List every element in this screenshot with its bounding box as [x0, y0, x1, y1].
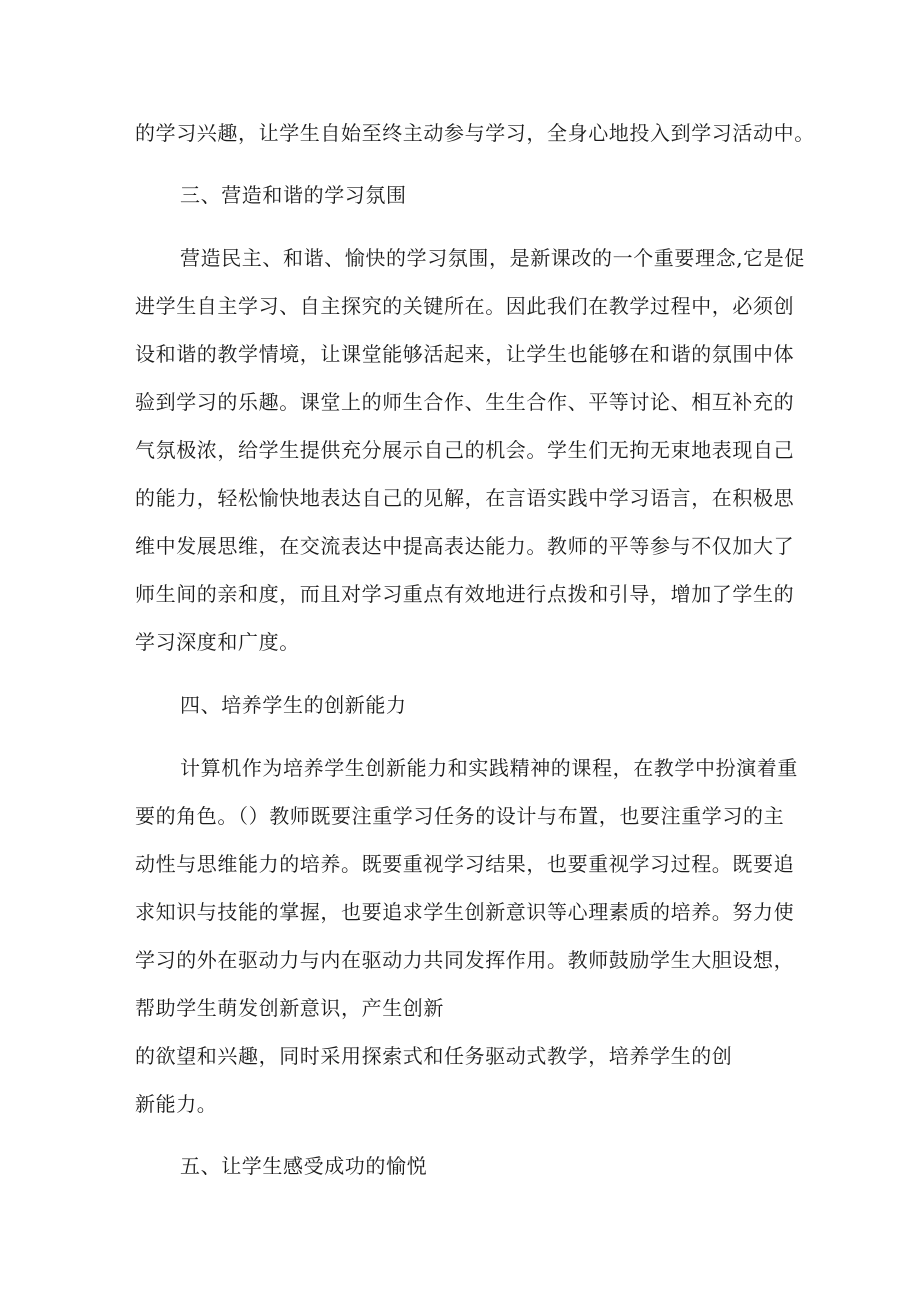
paragraph-line: 帮助学生萌发创新意识，产生创新: [135, 996, 444, 1020]
paragraph-line: 计算机作为培养学生创新能力和实践精神的课程，在教学中扮演着重: [180, 756, 798, 780]
paragraph-line: 师生间的亲和度，而且对学习重点有效地进行点拨和引导，增加了学生的: [135, 582, 795, 606]
paragraph-line: 要的角色。（）教师既要注重学习任务的设计与布置，也要注重学习的主: [135, 804, 785, 828]
section-heading: 三、营造和谐的学习氛围: [180, 183, 407, 207]
paragraph-line: 验到学习的乐趣。课堂上的师生合作、生生合作、平等讨论、相互补充的: [135, 390, 795, 414]
paragraph-line: 设和谐的教学情境，让课堂能够活起来，让学生也能够在和谐的氛围中体: [135, 342, 795, 366]
paragraph-line: 进学生自主学习、自主探究的关键所在。因此我们在教学过程中，必须创: [135, 294, 795, 318]
paragraph-line: 的学习兴趣，让学生自始至终主动参与学习，全身心地投入到学习活动中。: [135, 121, 815, 145]
paragraph-line: 营造民主、和谐、愉快的学习氛围，是新课改的一个重要理念,它是促: [180, 246, 805, 270]
paragraph-line: 求知识与技能的掌握，也要追求学生创新意识等心理素质的培养。努力使: [135, 900, 795, 924]
paragraph-line: 学习深度和广度。: [135, 630, 300, 654]
section-heading: 四、培养学生的创新能力: [180, 693, 407, 717]
paragraph-line: 的能力，轻松愉快地表达自己的见解，在言语实践中学习语言，在积极思: [135, 486, 795, 510]
paragraph-line: 维中发展思维，在交流表达中提高表达能力。教师的平等参与不仅加大了: [135, 534, 795, 558]
paragraph-line: 动性与思维能力的培养。既要重视学习结果，也要重视学习过程。既要追: [135, 852, 795, 876]
paragraph-line: 的欲望和兴趣，同时采用探索式和任务驱动式教学，培养学生的创: [135, 1044, 733, 1068]
paragraph-line: 学习的外在驱动力与内在驱动力共同发挥作用。教师鼓励学生大胆设想，: [135, 948, 795, 972]
section-heading: 五、让学生感受成功的愉悦: [180, 1154, 428, 1178]
paragraph-line: 新能力。: [135, 1092, 218, 1116]
paragraph-line: 气氛极浓，给学生提供充分展示自己的机会。学生们无拘无束地表现自己: [135, 438, 795, 462]
